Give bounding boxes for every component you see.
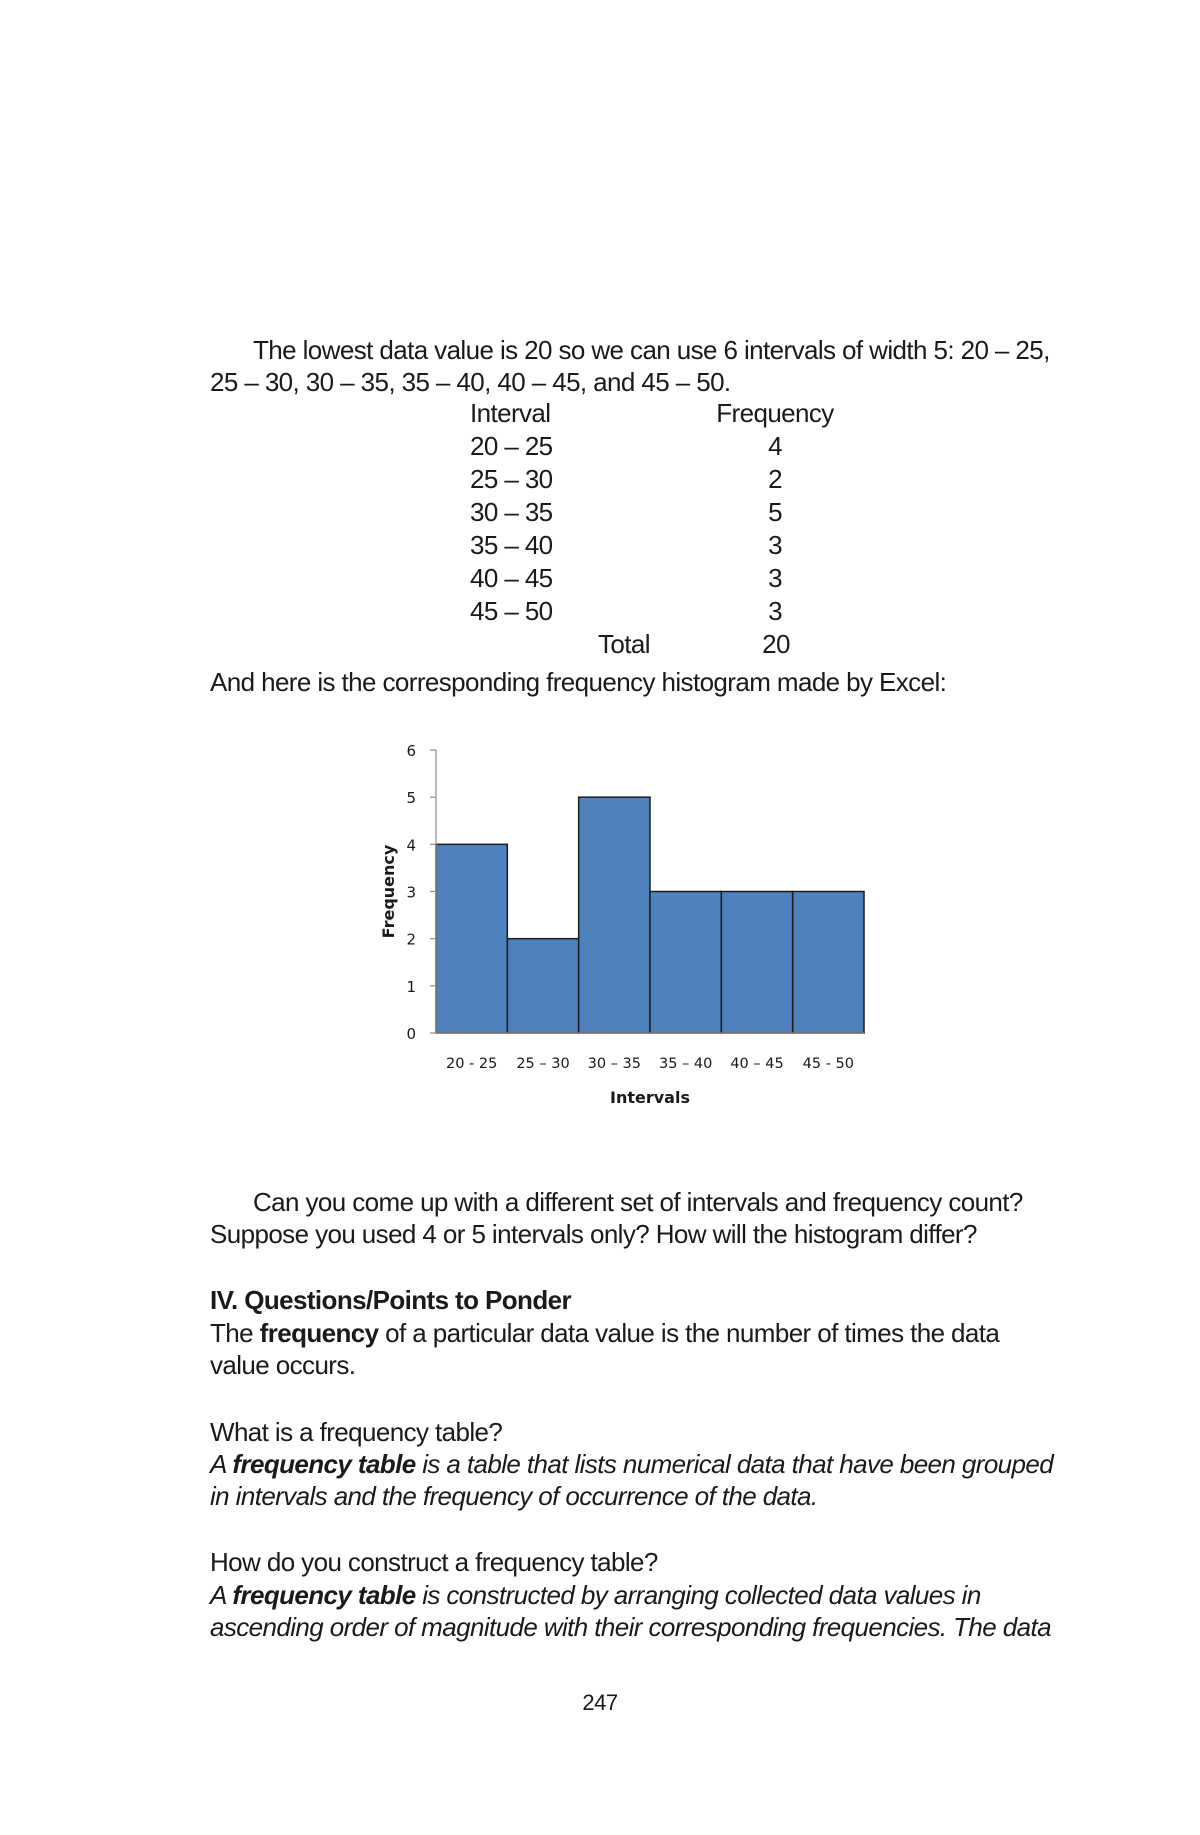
y-tick-label: 0	[406, 1025, 416, 1043]
histogram-bar	[793, 892, 864, 1034]
histogram-bar	[579, 797, 650, 1033]
interval-cell: 45 – 50	[470, 596, 553, 626]
y-tick-label: 4	[406, 836, 416, 855]
y-axis-title: Frequency	[379, 844, 398, 939]
answer-term: frequency table	[232, 1580, 416, 1610]
histogram-bar	[650, 892, 721, 1034]
answer-pre: A	[210, 1449, 233, 1479]
frequency-cell: 2	[768, 464, 782, 494]
x-axis-title: Intervals	[610, 1088, 690, 1107]
frequency-cell: 3	[768, 563, 782, 593]
y-tick-label: 6	[406, 742, 416, 760]
qa-answer-line-2: in intervals and the frequency of occurrence of the data.	[210, 1481, 818, 1511]
total-value: 20	[762, 629, 790, 659]
histogram-bar	[507, 939, 578, 1033]
frequency-cell: 5	[768, 497, 782, 527]
qa-answer-line-1	[210, 1448, 1053, 1480]
intro-line-2: 25 – 30, 30 – 35, 35 – 40, 40 – 45, and 45 – 50.	[210, 367, 731, 397]
interval-cell: 25 – 30	[470, 464, 553, 494]
section-heading	[210, 1284, 571, 1316]
interval-cell: 30 – 35	[470, 497, 553, 527]
total-label: Total	[598, 629, 650, 659]
frequency-cell: 3	[768, 530, 782, 560]
x-tick-label: 40 – 45	[730, 1056, 784, 1072]
interval-cell: 20 – 25	[470, 431, 553, 461]
x-tick-label: 45 - 50	[802, 1056, 855, 1072]
answer-post: is constructed by arranging collected data values in	[415, 1580, 981, 1610]
frequency-definition-line-2: value occurs.	[210, 1350, 356, 1380]
qa-answer-line-2: ascending order of magnitude with their corresponding frequencies. The data	[210, 1612, 1051, 1642]
x-tick-label: 25 – 30	[516, 1056, 570, 1072]
y-tick-label: 3	[406, 883, 416, 902]
x-tick-label: 20 - 25	[445, 1056, 498, 1072]
y-tick-label: 5	[406, 789, 416, 808]
interval-cell: 35 – 40	[470, 530, 553, 560]
frequency-header: Frequency	[716, 398, 834, 428]
frequency-cell: 3	[768, 596, 782, 626]
definition-pre: The	[210, 1318, 260, 1348]
histogram-bar	[436, 844, 507, 1033]
histogram-caption: And here is the corresponding frequency histogram made by Excel:	[210, 667, 947, 697]
y-tick-label: 2	[406, 930, 416, 949]
frequency-cell: 4	[768, 431, 782, 461]
answer-post: is a table that lists numerical data that have been grouped	[415, 1449, 1054, 1479]
section-heading-text: IV. Questions/Points to Ponder	[210, 1285, 571, 1315]
frequency-definition-line-1	[210, 1317, 999, 1349]
interval-cell: 40 – 45	[470, 563, 553, 593]
question-line-2: Suppose you used 4 or 5 intervals only? How will the histogram differ?	[210, 1219, 977, 1249]
frequency-histogram	[370, 730, 890, 1130]
page-number: 247	[582, 1690, 618, 1715]
x-tick-label: 30 – 35	[587, 1056, 642, 1072]
answer-pre: A	[210, 1580, 233, 1610]
qa-answer-line-1	[210, 1579, 981, 1611]
interval-header: Interval	[470, 398, 551, 428]
definition-post: of a particular data value is the number of times the data	[378, 1318, 1000, 1348]
definition-term: frequency	[259, 1318, 379, 1348]
x-tick-label: 35 – 40	[658, 1056, 713, 1072]
qa-question: How do you construct a frequency table?	[210, 1547, 658, 1577]
y-tick-label: 1	[406, 977, 416, 996]
answer-term: frequency table	[232, 1449, 416, 1479]
intro-line-1: The lowest data value is 20 so we can use 6 intervals of width 5: 20 – 25,	[253, 335, 1050, 365]
qa-question: What is a frequency table?	[210, 1417, 503, 1447]
question-line-1: Can you come up with a different set of intervals and frequency count?	[253, 1187, 1023, 1217]
histogram-bar	[721, 892, 792, 1034]
